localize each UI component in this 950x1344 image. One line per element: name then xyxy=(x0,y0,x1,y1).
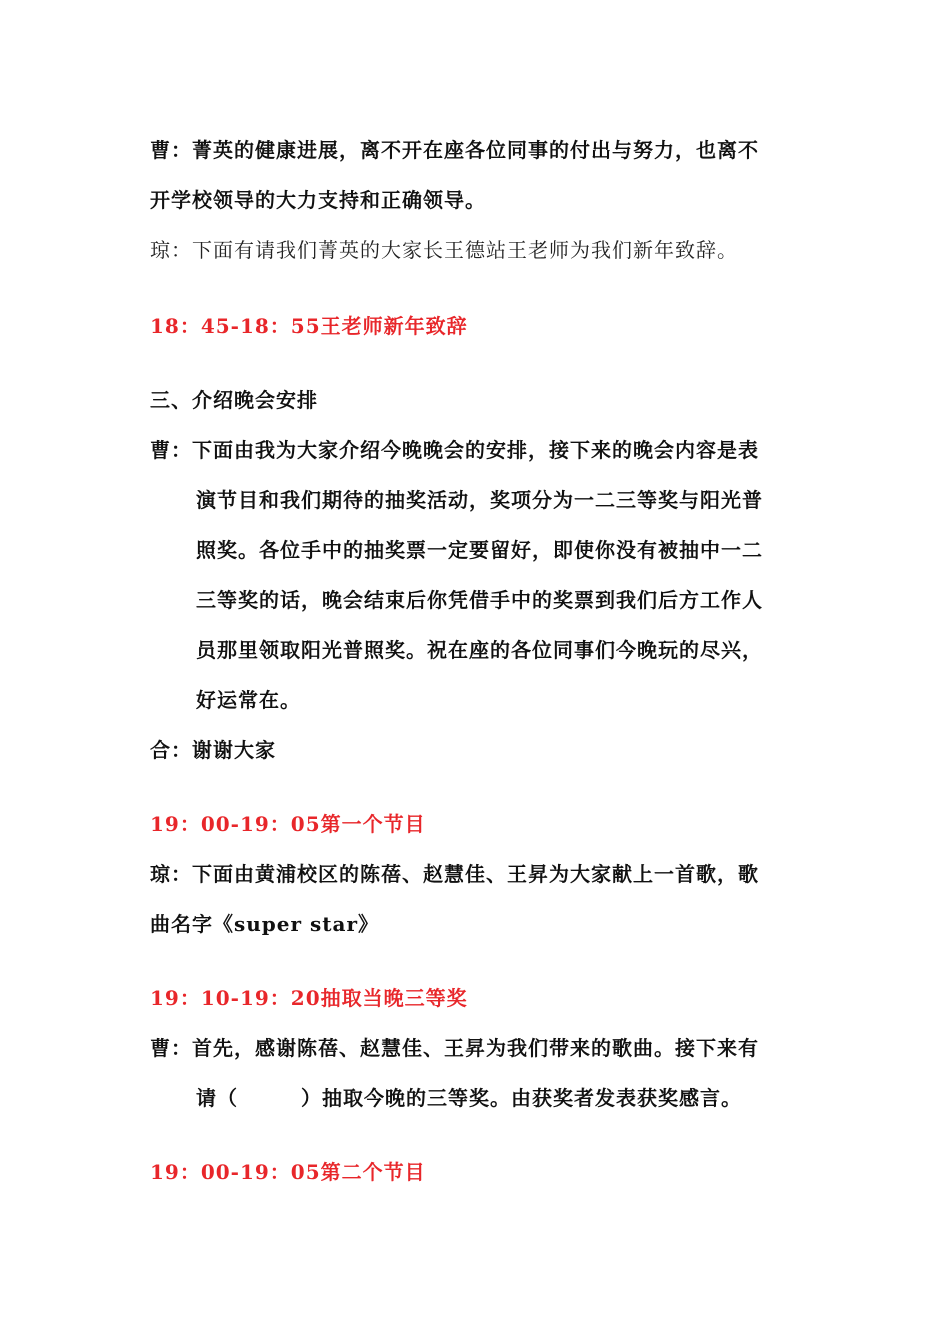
text-line: 合：谢谢大家 xyxy=(150,738,276,762)
text-line: 员那里领取阳光普照奖。祝在座的各位同事们今晚玩的尽兴， xyxy=(196,638,763,662)
section-time-heading: 19：10-19：20抽取当晚三等奖 xyxy=(150,986,468,1010)
section-time-heading: 19：00-19：05第一个节目 xyxy=(150,812,426,836)
text-line: 三等奖的话，晚会结束后你凭借手中的奖票到我们后方工作人 xyxy=(196,588,763,612)
text-line: 曹：下面由我为大家介绍今晚晚会的安排，接下来的晚会内容是表 xyxy=(150,438,759,462)
text-line: 曲名字《super star》 xyxy=(150,912,380,936)
text-line: 曹：首先，感谢陈蓓、赵慧佳、王昇为我们带来的歌曲。接下来有 xyxy=(150,1036,759,1060)
text-line: 好运常在。 xyxy=(196,688,301,712)
text-line: 琼：下面有请我们菁英的大家长王德站王老师为我们新年致辞。 xyxy=(150,238,738,262)
section-time-heading: 19：00-19：05第二个节目 xyxy=(150,1160,426,1184)
section-heading: 三、介绍晚会安排 xyxy=(150,388,318,412)
section-time-heading: 18：45-18：55王老师新年致辞 xyxy=(150,314,468,338)
text-line: 曹：菁英的健康进展，离不开在座各位同事的付出与努力，也离不 xyxy=(150,138,759,162)
text-line: 演节目和我们期待的抽奖活动，奖项分为一二三等奖与阳光普 xyxy=(196,488,763,512)
text-line: 开学校领导的大力支持和正确领导。 xyxy=(150,188,486,212)
text-line: 琼：下面由黄浦校区的陈蓓、赵慧佳、王昇为大家献上一首歌，歌 xyxy=(150,862,759,886)
text-line: 照奖。各位手中的抽奖票一定要留好，即使你没有被抽中一二 xyxy=(196,538,763,562)
text-line: 请（ ）抽取今晚的三等奖。由获奖者发表获奖感言。 xyxy=(196,1086,742,1110)
